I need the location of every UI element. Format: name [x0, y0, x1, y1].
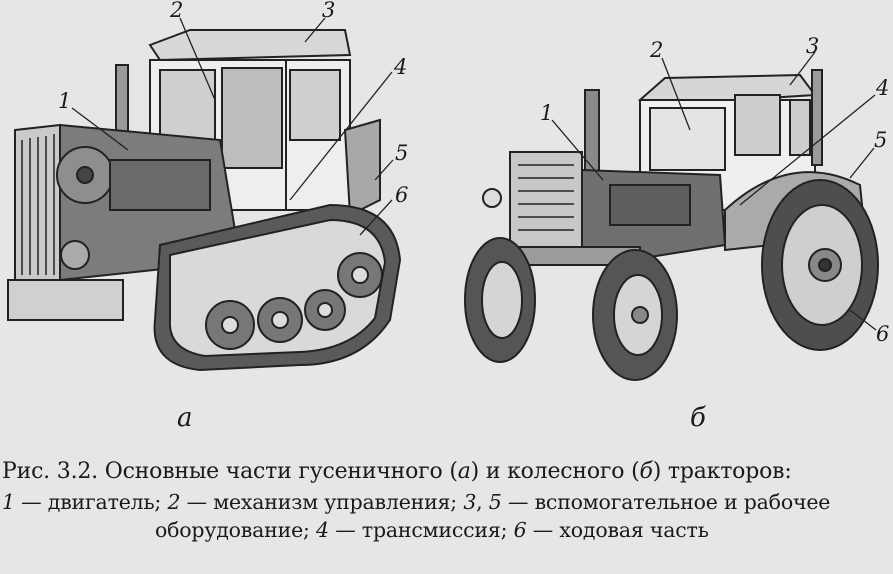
label-1-wheeled: 1 — [540, 101, 554, 125]
caption-line-3: оборудование; 4 — трансмиссия; 6 — ходовая часть — [155, 518, 709, 542]
label-5-wheeled: 5 — [874, 128, 888, 152]
label-3-crawler: 3 — [322, 0, 336, 22]
label-6-wheeled: 6 — [876, 322, 890, 346]
subfigure-a-label: а — [177, 403, 193, 433]
caption-line-1: Рис. 3.2. Основные части гусеничного (а) и колесного (б) тракторов: — [2, 459, 792, 484]
wheeled-tractor-drawing — [465, 52, 878, 380]
caption-line-2: 1 — двигатель; 2 — механизм управления; 3, 5 — вспомогательное и рабочее — [2, 490, 831, 514]
label-2-wheeled: 2 — [650, 38, 664, 62]
label-1-crawler: 1 — [58, 89, 72, 113]
crawler-tractor-drawing — [8, 18, 400, 370]
label-4-crawler: 4 — [394, 55, 408, 79]
subfigure-b-label: б — [690, 403, 706, 433]
label-4-wheeled: 4 — [876, 76, 890, 100]
label-6-crawler: 6 — [395, 183, 409, 207]
label-5-crawler: 5 — [395, 141, 409, 165]
label-3-wheeled: 3 — [806, 34, 820, 58]
label-2-crawler: 2 — [170, 0, 184, 22]
